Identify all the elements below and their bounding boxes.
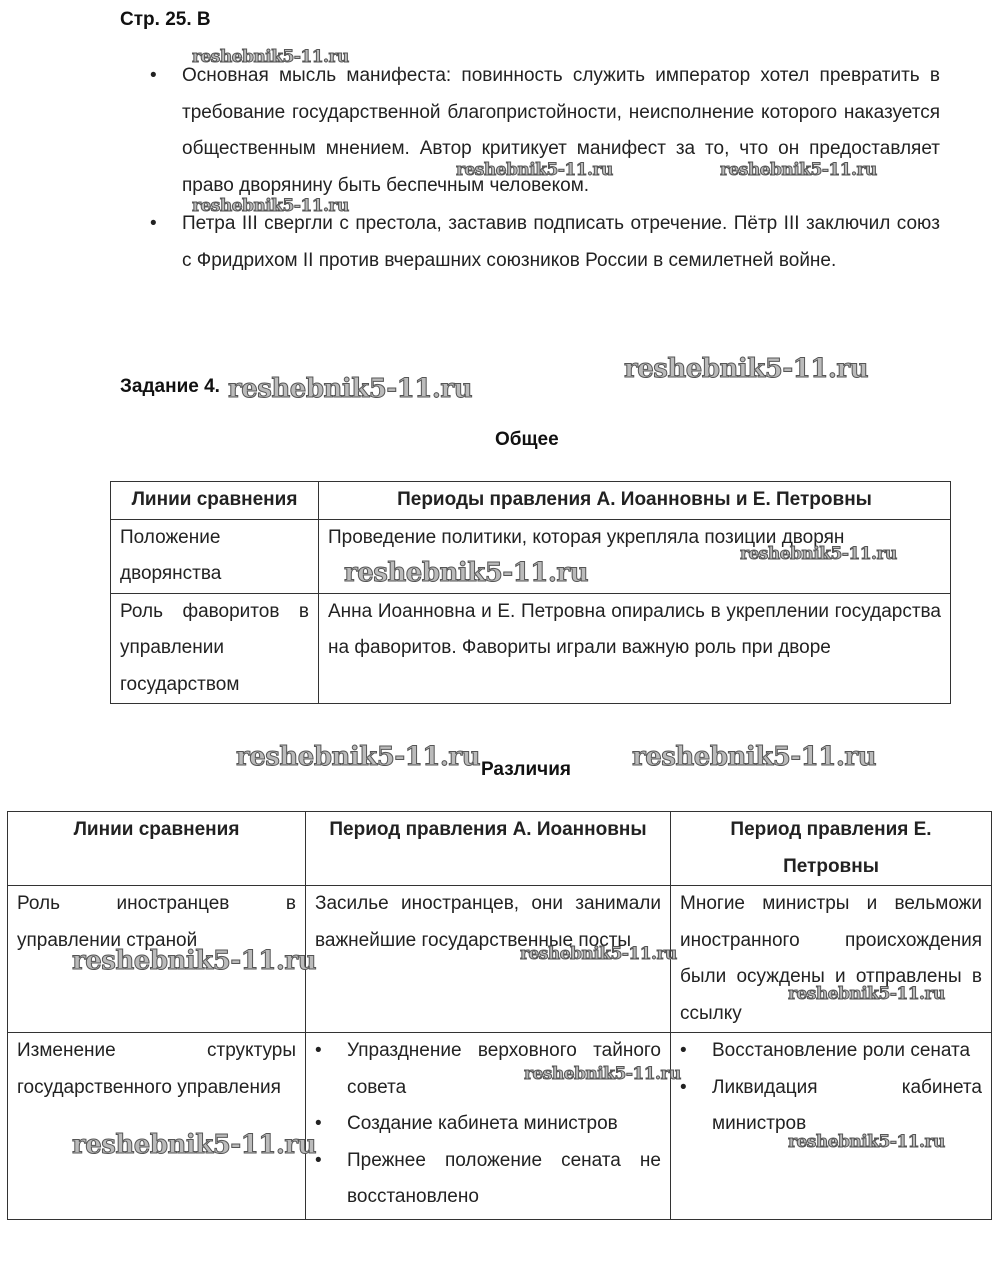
table-cell: Положение дворянства: [111, 519, 319, 593]
header-cell: Периоды правления А. Иоанновны и Е. Петровны: [319, 482, 951, 520]
watermark: reshebnik5-11.ru: [228, 374, 473, 404]
watermark: reshebnik5-11.ru: [520, 944, 677, 964]
table-cell: Многие министры и вельможи иностранного происхождения были осуждены и отправлены в ссылку: [671, 886, 992, 1033]
header-cell: Линии сравнения: [111, 482, 319, 520]
list-item: • Восстановление роли сената: [680, 1033, 982, 1070]
common-table: [110, 481, 951, 704]
watermark: reshebnik5-11.ru: [788, 1132, 945, 1152]
watermark: reshebnik5-11.ru: [632, 742, 877, 772]
table-row: [8, 886, 992, 1033]
watermark: reshebnik5-11.ru: [720, 160, 877, 180]
table-cell: Изменение структуры государственного управления: [8, 1033, 306, 1220]
list-item: • Прежнее положение сената не восстановлено: [315, 1143, 661, 1216]
list-item: • Ликвидация кабинета министров: [680, 1070, 982, 1143]
watermark: reshebnik5-11.ru: [524, 1064, 681, 1084]
task-heading: Задание 4.: [120, 376, 220, 397]
table-cell: Роль фаворитов в управлении государством: [111, 593, 319, 704]
header-cell: Период правления А. Иоанновны: [306, 812, 671, 886]
watermark: reshebnik5-11.ru: [236, 742, 481, 772]
watermark: reshebnik5-11.ru: [788, 984, 945, 1004]
diff-title: Различия: [481, 759, 571, 780]
header-cell: Период правления Е. Петровны: [671, 812, 992, 886]
watermark: reshebnik5-11.ru: [72, 1130, 317, 1160]
table-header-row: [111, 482, 951, 520]
table-row: [111, 519, 951, 593]
table-cell: [671, 1033, 992, 1220]
common-title: Общее: [495, 429, 559, 450]
watermark: reshebnik5-11.ru: [192, 47, 349, 67]
table-row: [111, 593, 951, 704]
page-heading: Стр. 25. В: [120, 9, 211, 30]
table-cell: Засилье иностранцев, они занимали важнейшие государственные посты: [306, 886, 671, 1033]
table-row: [8, 1033, 992, 1220]
table-header-row: [8, 812, 992, 886]
list-item: • Петра III свергли с престола, заставив подписать отречение. Пётр III заключил союз с Фридрихом II против вчерашних союзников России в семилетней войне.: [150, 206, 940, 279]
watermark: reshebnik5-11.ru: [740, 544, 897, 564]
watermark: reshebnik5-11.ru: [456, 160, 613, 180]
watermark: reshebnik5-11.ru: [192, 196, 349, 216]
table-cell: Анна Иоанновна и Е. Петровна опирались в укреплении государства на фаворитов. Фавориты играли важную роль при дворе: [319, 593, 951, 704]
watermark: reshebnik5-11.ru: [344, 558, 589, 588]
header-cell: Линии сравнения: [8, 812, 306, 886]
table-cell: Проведение политики, которая укрепляла позиции дворян: [319, 519, 951, 593]
table-cell: [306, 1033, 671, 1220]
table-cell: Роль иностранцев в управлении страной: [8, 886, 306, 1033]
watermark: reshebnik5-11.ru: [624, 354, 869, 384]
bullet-list: [150, 58, 940, 281]
list-item: • Основная мысль манифеста: повинность служить император хотел превратить в требование государственной благопристойности, неисполнение которого наказуется общественным мнением. Автор критикует манифест за то, что он предоставляет право дворянину быть беспечным человеком.: [150, 58, 940, 204]
watermark: reshebnik5-11.ru: [72, 946, 317, 976]
list-item: • Упразднение верховного тайного совета: [315, 1033, 661, 1106]
diff-table: [7, 811, 992, 1220]
list-item: • Создание кабинета министров: [315, 1106, 661, 1143]
